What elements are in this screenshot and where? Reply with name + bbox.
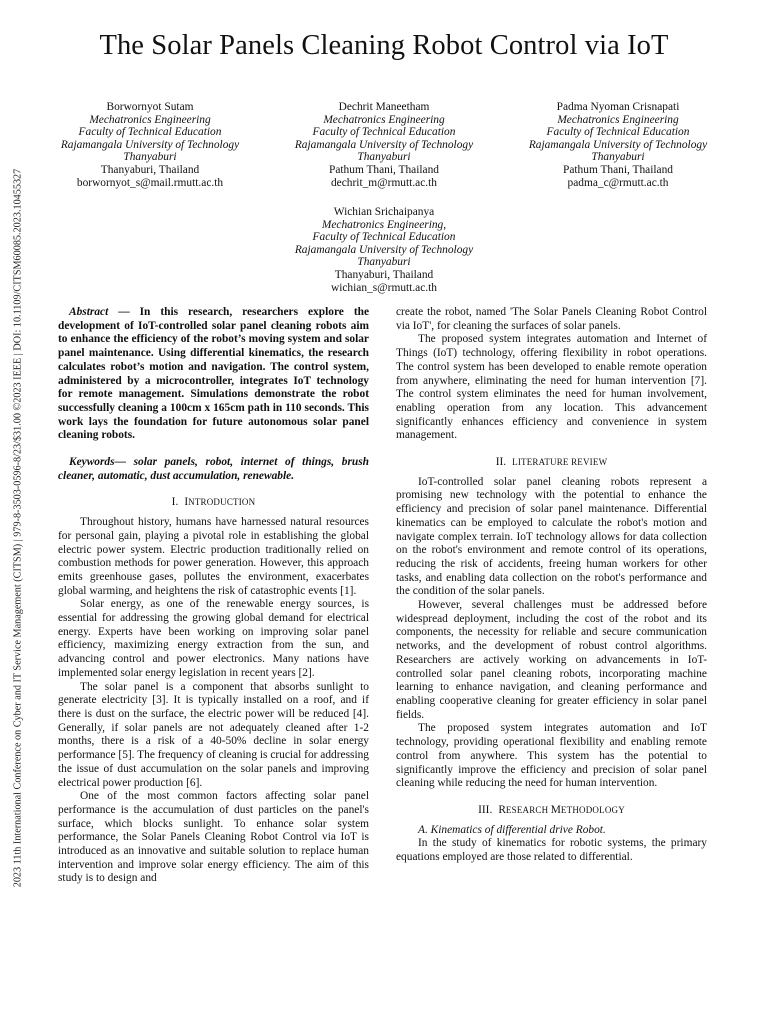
paragraph: The proposed system integrates automation and Internet of Things (IoT) technology, offering flexibility in robot operations. The control system has been developed to enable remote operation from anywhere, eliminating the need for human intervention [7]. The control system eliminates the need for human involvement, enabling operation from any location. This advancement significantly enhances efficiency and convenience in system management. xyxy=(396,333,707,442)
author-faculty: Faculty of Technical Education xyxy=(312,231,456,244)
right-column xyxy=(396,306,707,865)
left-column xyxy=(58,306,369,886)
section-heading-literature-review: II. LITERATURE REVIEW xyxy=(495,456,608,469)
author-faculty: Faculty of Technical Education xyxy=(78,126,222,139)
paragraph: In the study of kinematics for robotic systems, the primary equations employed are those related to differential. xyxy=(396,837,707,864)
author-name: Padma Nyoman Crisnapati xyxy=(556,101,680,113)
author-email[interactable]: wichian_s@rmutt.ac.th xyxy=(330,281,438,294)
author-department: Mechatronics Engineering xyxy=(323,113,445,126)
author-university: Rajamangala University of Technology xyxy=(294,243,474,256)
paragraph: However, several challenges must be addressed before widespread deployment, including the cost of the robot and its components, the necessity for reliable and secure communication networks, and the development of robust control algorithms. Researchers are actively working on advancements in IoT-controlled solar panel cleaning robots, incorporating machine learning to enhance navigation, and cleaning performance and enabling cooperative cleaning for greater efficiency in solar panel fields. xyxy=(396,599,707,721)
author-department: Mechatronics Engineering, xyxy=(321,218,447,231)
author-location: Thanyaburi, Thailand xyxy=(334,268,434,281)
author-location: Thanyaburi, Thailand xyxy=(100,163,200,176)
section-heading-introduction: I. INTRODUCTION xyxy=(171,496,256,509)
author-university-line2: Thanyaburi xyxy=(357,256,411,269)
section-heading-research-methodology: III. RESEARCH METHODOLOGY xyxy=(478,803,625,816)
paper-title: The Solar Panels Cleaning Robot Control via IoT xyxy=(99,30,669,61)
author-department: Mechatronics Engineering xyxy=(557,113,679,126)
author-name: Dechrit Maneetham xyxy=(338,101,430,113)
author-email[interactable]: borwornyot_s@mail.rmutt.ac.th xyxy=(76,176,224,189)
paragraph: The solar panel is a component that absorbs sunlight to generate electricity [3]. It is typically installed on a roof, and if there is dust on the surface, the electric power will be reduced [4]. Generally, if solar panels are not adequately cleaned after 1-2 months, there is a risk of a 40-50% decline in solar energy performance [5]. The frequency of cleaning is crucial for addressing the issue of dust accumulation on the solar panels and improving electrical power production [6]. xyxy=(58,680,369,789)
paragraph: IoT-controlled solar panel cleaning robots represent a promising new technology with the potential to enhance the efficiency and precision of solar panel maintenance. Differential kinematics can be employed to calculate the robot's motion and navigate complex terrain. IoT technology allows for data collection on the robot's environment and remote control of its operations, reducing the risk of accidents, freeing human workers for other tasks, and enabling data collection on the robot's performance and the condition of the solar panels. xyxy=(396,475,707,598)
author-university-line2: Thanyaburi xyxy=(123,151,177,164)
paragraph: Solar energy, as one of the renewable energy sources, is essential for addressing the growing global demand for electrical energy. Experts have been working on improving solar panel efficiency, maximizing energy extraction from the sun, and advancing control and power electronics. Many nations have implemented solar energy legislation in recent years [2]. xyxy=(58,598,369,679)
subsection-heading-kinematics: A. Kinematics of differential drive Robot. xyxy=(418,823,606,836)
author-block-4 xyxy=(274,206,494,294)
author-university: Rajamangala University of Technology xyxy=(528,138,708,151)
author-location: Pathum Thani, Thailand xyxy=(329,163,439,176)
paragraph: The proposed system integrates automation and IoT technology, providing operational flexibility and enabling remote control from anywhere. This system has the potential to significantly improve the efficiency and precision of solar panel cleaning while reducing the need for human intervention. xyxy=(396,722,707,790)
abstract-text: — In this research, researchers explore the development of IoT-controlled solar panel cleaning robots aim to enhance the efficiency of the robot’s moving system and solar panel maintenance. Using differential kinematics, the research calculates robot’s motion and navigation. The control system, administered by a microcontroller, integrates IoT technology for remote management. Simulations demonstrate the robot successfully cleaning a 100cm x 165cm path in 110 seconds. This work lays the foundation for future autonomous solar panel cleaning robots. xyxy=(58,306,369,442)
author-location: Pathum Thani, Thailand xyxy=(563,163,673,176)
author-email[interactable]: padma_c@rmutt.ac.th xyxy=(567,176,669,189)
author-faculty: Faculty of Technical Education xyxy=(312,126,456,139)
author-university-line2: Thanyaburi xyxy=(357,151,411,164)
author-faculty: Faculty of Technical Education xyxy=(546,126,690,139)
author-name: Wichian Srichaipanya xyxy=(333,206,435,218)
conference-sidebar-note: 2023 11th International Conference on Cyber and IT Service Management (CITSM) | 979-8-3503-0596-8/23/$31.00 ©2023 IEEE | DOI: 10.1109/CITSM60085.2023.10455327 xyxy=(12,168,24,888)
abstract xyxy=(58,306,369,443)
author-university: Rajamangala University of Technology xyxy=(60,138,240,151)
author-university: Rajamangala University of Technology xyxy=(294,138,474,151)
paragraph: One of the most common factors affecting solar panel performance is the accumulation of dust particles on the panel's surface, which blocks sunlight. To enhance solar system performance, the Solar Panels Cleaning Robot Control via IoT is introduced as an innovative and suitable solution to replace human intervention and improve solar energy efficiency. The aim of this study is to design and xyxy=(58,790,369,885)
author-block-2 xyxy=(274,101,494,189)
abstract-label: Abstract xyxy=(69,306,109,318)
author-name: Borwornyot Sutam xyxy=(106,101,194,113)
author-block-1 xyxy=(40,101,260,189)
author-university-line2: Thanyaburi xyxy=(591,151,645,164)
author-block-3 xyxy=(508,101,728,189)
author-department: Mechatronics Engineering xyxy=(89,113,211,126)
keywords: Keywords— solar panels, robot, internet of things, brush cleaner, automatic, dust accumulation, renewable. xyxy=(58,456,369,482)
paragraph-continued: create the robot, named 'The Solar Panels Cleaning Robot Control via IoT', for cleaning the surfaces of solar panels. xyxy=(396,306,707,332)
author-email[interactable]: dechrit_m@rmutt.ac.th xyxy=(330,176,437,189)
paragraph: Throughout history, humans have harnessed natural resources for personal gain, playing a pivotal role in establishing the global electric power system. Electric production traditionally relied on combustion methods for power generation. However, this approach emits greenhouse gases, pollutes the environment, exacerbates global warming, and heightens the risk of catastrophic events [1]. xyxy=(58,516,369,597)
